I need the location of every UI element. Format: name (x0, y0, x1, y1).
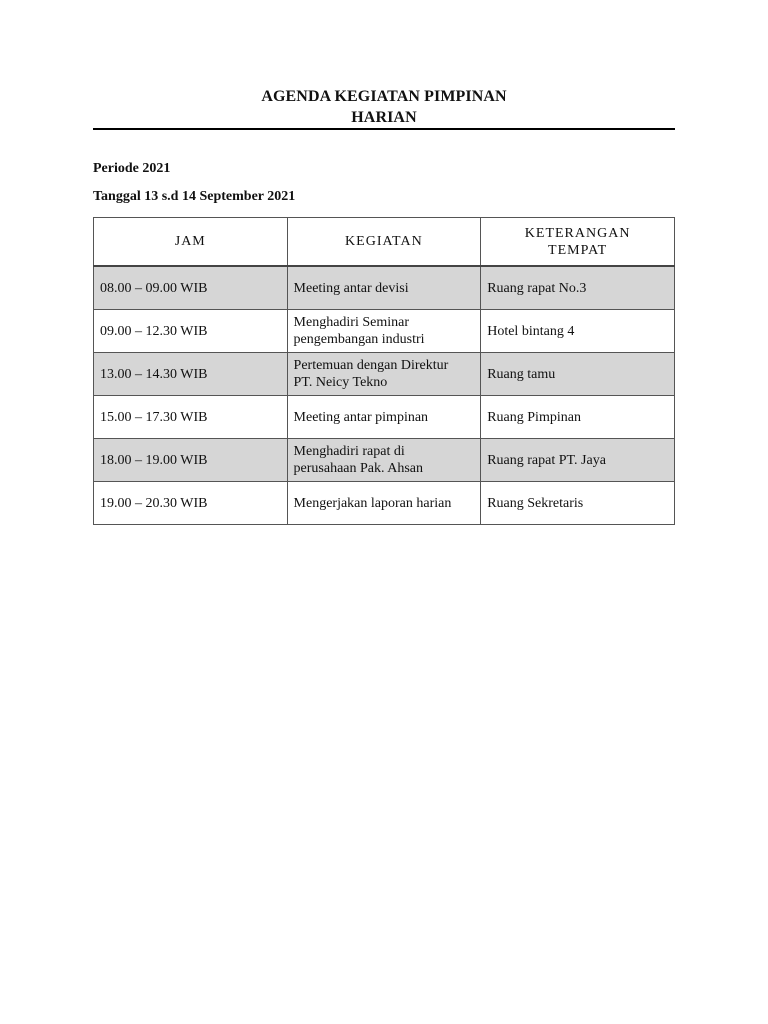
table-row (94, 482, 675, 525)
table-row (94, 439, 675, 482)
title-divider (93, 128, 675, 130)
title-line-1: AGENDA KEGIATAN PIMPINAN (261, 88, 507, 105)
cell-kegiatan (287, 353, 481, 396)
table-row (94, 353, 675, 396)
cell-tempat: Hotel bintang 4 (481, 310, 675, 353)
header-jam: JAM (94, 218, 288, 267)
cell-jam: 13.00 – 14.30 WIB (94, 353, 288, 396)
cell-tempat: Ruang rapat PT. Jaya (481, 439, 675, 482)
cell-tempat: Ruang rapat No.3 (481, 266, 675, 310)
table-row (94, 310, 675, 353)
cell-jam: 08.00 – 09.00 WIB (94, 266, 288, 310)
table-row (94, 266, 675, 310)
agenda-table (93, 217, 675, 525)
header-keterangan-line-2: TEMPAT (548, 242, 608, 258)
cell-kegiatan-line: Pertemuan dengan Direktur (293, 358, 449, 373)
table-row (94, 396, 675, 439)
cell-kegiatan-line: Meeting antar pimpinan (293, 409, 429, 425)
cell-kegiatan-line: Meeting antar devisi (293, 280, 409, 296)
cell-kegiatan (287, 396, 481, 439)
header-keterangan-tempat (481, 218, 675, 267)
cell-jam: 09.00 – 12.30 WIB (94, 310, 288, 353)
date-range-label: Tanggal 13 s.d 14 September 2021 (93, 189, 296, 204)
title-line-2: HARIAN (351, 109, 417, 126)
cell-jam: 18.00 – 19.00 WIB (94, 439, 288, 482)
cell-kegiatan-line: Mengerjakan laporan harian (293, 495, 452, 511)
cell-kegiatan-line: perusahaan Pak. Ahsan (293, 461, 423, 476)
cell-kegiatan-line: PT. Neicy Tekno (293, 375, 388, 390)
cell-tempat: Ruang Sekretaris (481, 482, 675, 525)
header-keterangan-line-1: KETERANGAN (524, 225, 631, 241)
agenda-table-body (94, 266, 675, 525)
cell-kegiatan (287, 266, 481, 310)
cell-kegiatan-line: Menghadiri rapat di (293, 444, 405, 459)
cell-kegiatan (287, 482, 481, 525)
cell-kegiatan (287, 439, 481, 482)
cell-jam: 19.00 – 20.30 WIB (94, 482, 288, 525)
cell-kegiatan (287, 310, 481, 353)
document-title (93, 86, 675, 128)
period-label: Periode 2021 (93, 161, 171, 176)
cell-jam: 15.00 – 17.30 WIB (94, 396, 288, 439)
cell-tempat: Ruang Pimpinan (481, 396, 675, 439)
cell-tempat: Ruang tamu (481, 353, 675, 396)
header-kegiatan: KEGIATAN (287, 218, 481, 267)
table-header-row (94, 218, 675, 267)
cell-kegiatan-line: pengembangan industri (293, 332, 425, 347)
cell-kegiatan-line: Menghadiri Seminar (293, 315, 410, 330)
